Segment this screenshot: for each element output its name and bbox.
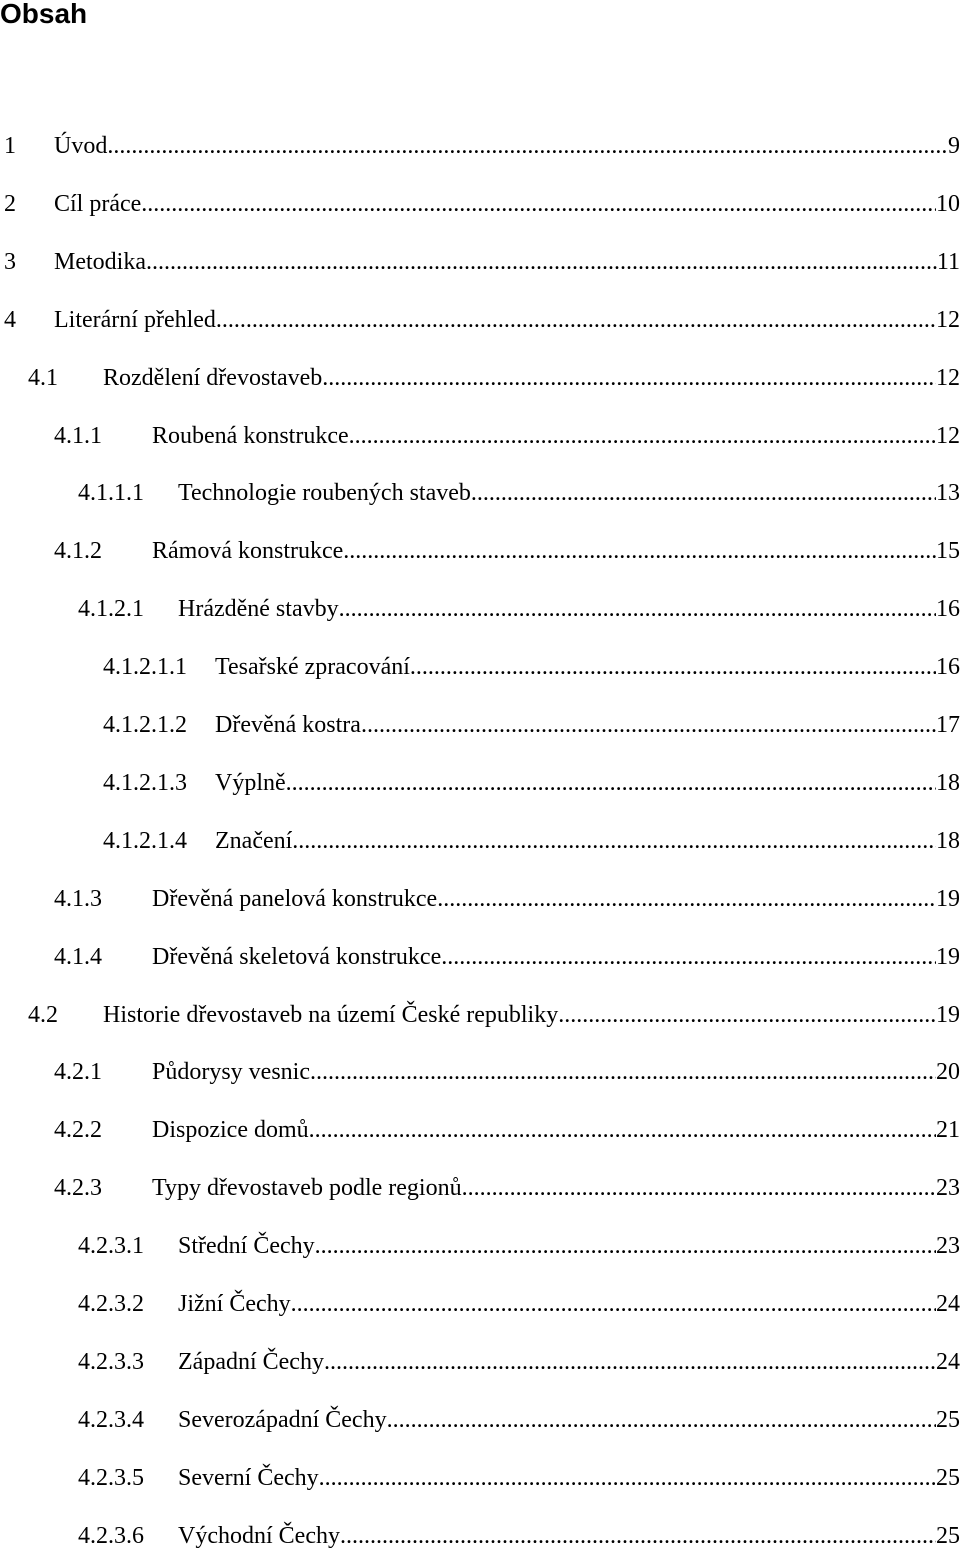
toc-entry-page: 9 — [948, 133, 960, 159]
toc-entry-title: Půdorysy vesnic — [152, 1059, 310, 1086]
toc-entry-title: Severozápadní Čechy — [178, 1406, 387, 1433]
toc-dot-leader — [471, 477, 936, 509]
toc-dot-leader — [437, 883, 936, 915]
toc-entry[interactable] — [0, 535, 960, 567]
toc-entry-title: Severní Čechy — [178, 1464, 319, 1491]
toc-dot-leader — [462, 1172, 936, 1204]
toc-entry-page: 25 — [936, 1522, 960, 1549]
toc-dot-leader — [107, 130, 948, 162]
toc-entry-page: 11 — [936, 248, 960, 275]
toc-entry[interactable] — [0, 651, 960, 683]
toc-entry[interactable] — [0, 1404, 960, 1436]
toc-entry-title: Roubená konstrukce — [152, 422, 349, 449]
toc-entry-number: 4.2.3.6 — [78, 1522, 144, 1549]
toc-dot-leader — [324, 1346, 936, 1378]
toc-entry-number: 4.2.2 — [54, 1117, 102, 1144]
toc-entry-number: 4 — [4, 306, 16, 333]
toc-entry[interactable] — [0, 188, 960, 220]
toc-entry-title: Jižní Čechy — [178, 1291, 291, 1317]
toc-entry-number: 4.1.2.1.2 — [103, 712, 187, 738]
toc-entry[interactable] — [0, 304, 960, 336]
toc-entry-title: Literární přehled — [54, 306, 216, 333]
toc-dot-leader — [441, 941, 936, 973]
toc-entry-page: 17 — [936, 712, 960, 738]
toc-entry-number: 4.1.4 — [54, 943, 102, 970]
toc-dot-leader — [216, 304, 936, 336]
toc-entry-title: Dřevěná kostra — [215, 712, 361, 738]
toc-entry-title: Dřevěná panelová konstrukce — [152, 885, 438, 912]
toc-entry-page: 12 — [936, 306, 960, 333]
toc-entry-number: 4.2.3.1 — [78, 1233, 144, 1260]
toc-entry[interactable] — [0, 883, 960, 915]
toc-entry-page: 19 — [936, 885, 960, 912]
toc-entry-number: 4.2.3.3 — [78, 1348, 144, 1375]
toc-entry-title: Úvod — [54, 133, 108, 159]
toc-entry-title: Rámová konstrukce — [152, 538, 344, 565]
toc-entry[interactable] — [0, 1172, 960, 1204]
toc-entry-title: Technologie roubených staveb — [178, 480, 471, 507]
toc-entry-page: 18 — [936, 769, 960, 796]
toc-entry-title: Střední Čechy — [178, 1233, 315, 1260]
toc-dot-leader — [315, 1230, 936, 1262]
toc-entry-page: 15 — [936, 538, 960, 565]
toc-entry-page: 10 — [936, 190, 960, 217]
toc-entry-page: 19 — [936, 1001, 960, 1028]
toc-entry-number: 4.2 — [28, 1001, 58, 1028]
toc-entry[interactable] — [0, 362, 960, 394]
toc-entry-title: Historie dřevostaveb na území České republiky — [103, 1001, 559, 1028]
toc-entry-page: 23 — [936, 1175, 960, 1202]
toc-entry-page: 16 — [936, 596, 960, 623]
toc-entry-title: Výplně — [215, 769, 286, 796]
toc-dot-leader — [361, 709, 936, 741]
toc-entry[interactable] — [0, 825, 960, 857]
toc-entry-page: 24 — [936, 1291, 960, 1317]
toc-entry[interactable] — [0, 477, 960, 509]
toc-entry-number: 2 — [4, 190, 16, 217]
toc-entry-title: Západní Čechy — [178, 1348, 324, 1375]
toc-entry-title: Rozdělení dřevostaveb — [103, 364, 323, 391]
toc-dot-leader — [322, 362, 936, 394]
toc-entry-title: Východní Čechy — [178, 1522, 340, 1549]
toc-entry[interactable] — [0, 1230, 960, 1262]
toc-entry-number: 4.1.2.1.3 — [103, 769, 187, 796]
toc-entry-number: 4.1.2 — [54, 538, 102, 565]
toc-dot-leader — [309, 1114, 936, 1146]
toc-entry-page: 19 — [936, 943, 960, 970]
toc-dot-leader — [291, 1288, 936, 1320]
toc-entry-page: 13 — [936, 480, 960, 507]
toc-entry-number: 4.2.1 — [54, 1059, 102, 1086]
toc-dot-leader — [319, 1462, 936, 1494]
toc-dot-leader — [343, 535, 936, 567]
toc-entry-number: 4.1 — [28, 364, 58, 391]
toc-dot-leader — [310, 1056, 936, 1088]
toc-entry[interactable] — [0, 1520, 960, 1552]
toc-entry-title: Dřevěná skeletová konstrukce — [152, 943, 442, 970]
toc-entry-number: 4.2.3 — [54, 1175, 102, 1202]
toc-entry-title: Cíl práce — [54, 190, 142, 217]
toc-entry-number: 3 — [4, 248, 16, 275]
toc-entry-page: 21 — [936, 1117, 960, 1144]
toc-entry[interactable] — [0, 941, 960, 973]
toc-entry-title: Tesařské zpracování — [215, 654, 410, 681]
toc-entry-number: 1 — [4, 133, 16, 159]
toc-entry-number: 4.1.1.1 — [78, 480, 144, 507]
toc-entry[interactable] — [0, 420, 960, 452]
toc-entry-page: 23 — [936, 1233, 960, 1260]
toc-dot-leader — [292, 825, 936, 857]
toc-entry[interactable] — [0, 709, 960, 741]
toc-entry-number: 4.1.2.1.4 — [103, 827, 187, 854]
toc-entry-number: 4.1.1 — [54, 422, 102, 449]
toc-entry-number: 4.2.3.5 — [78, 1464, 144, 1491]
toc-entry-page: 12 — [936, 422, 960, 449]
toc-dot-leader — [340, 1520, 936, 1552]
toc-dot-leader — [558, 999, 936, 1031]
toc-entry[interactable] — [0, 1114, 960, 1146]
page-title: Obsah — [0, 0, 88, 29]
toc-dot-leader — [146, 246, 937, 278]
toc-entry[interactable] — [0, 246, 960, 278]
toc-entry-page: 25 — [936, 1406, 960, 1433]
toc-dot-leader — [387, 1404, 936, 1436]
toc-entry-number: 4.1.2.1 — [78, 596, 144, 623]
toc-dot-leader — [349, 420, 936, 452]
toc-entry[interactable] — [0, 130, 960, 162]
toc-entry-title: Dispozice domů — [152, 1117, 309, 1144]
toc-entry-number: 4.2.3.2 — [78, 1291, 144, 1317]
toc-dot-leader — [286, 767, 936, 799]
toc-entry[interactable] — [0, 1288, 960, 1320]
toc-entry-title: Metodika — [54, 248, 146, 275]
toc-entry[interactable] — [0, 1056, 960, 1088]
toc-entry-page: 20 — [936, 1059, 960, 1086]
toc-dot-leader — [339, 593, 936, 625]
toc-entry[interactable] — [0, 999, 960, 1031]
toc-entry-title: Značení — [215, 827, 293, 854]
toc-entry-title: Typy dřevostaveb podle regionů — [152, 1175, 462, 1202]
toc-entry-title: Hrázděné stavby — [178, 596, 339, 623]
toc-entry[interactable] — [0, 1346, 960, 1378]
toc-entry[interactable] — [0, 767, 960, 799]
toc-entry[interactable] — [0, 1462, 960, 1494]
toc-entry[interactable] — [0, 593, 960, 625]
toc-entry-number: 4.1.2.1.1 — [103, 654, 187, 681]
toc-dot-leader — [410, 651, 936, 683]
toc-entry-page: 16 — [936, 654, 960, 681]
toc-entry-page: 24 — [936, 1348, 960, 1375]
toc-entry-page: 25 — [936, 1464, 960, 1491]
toc-entry-number: 4.2.3.4 — [78, 1406, 144, 1433]
toc-entry-number: 4.1.3 — [54, 885, 102, 912]
toc-entry-page: 12 — [936, 364, 960, 391]
toc-dot-leader — [141, 188, 936, 220]
toc-entry-page: 18 — [936, 827, 960, 854]
